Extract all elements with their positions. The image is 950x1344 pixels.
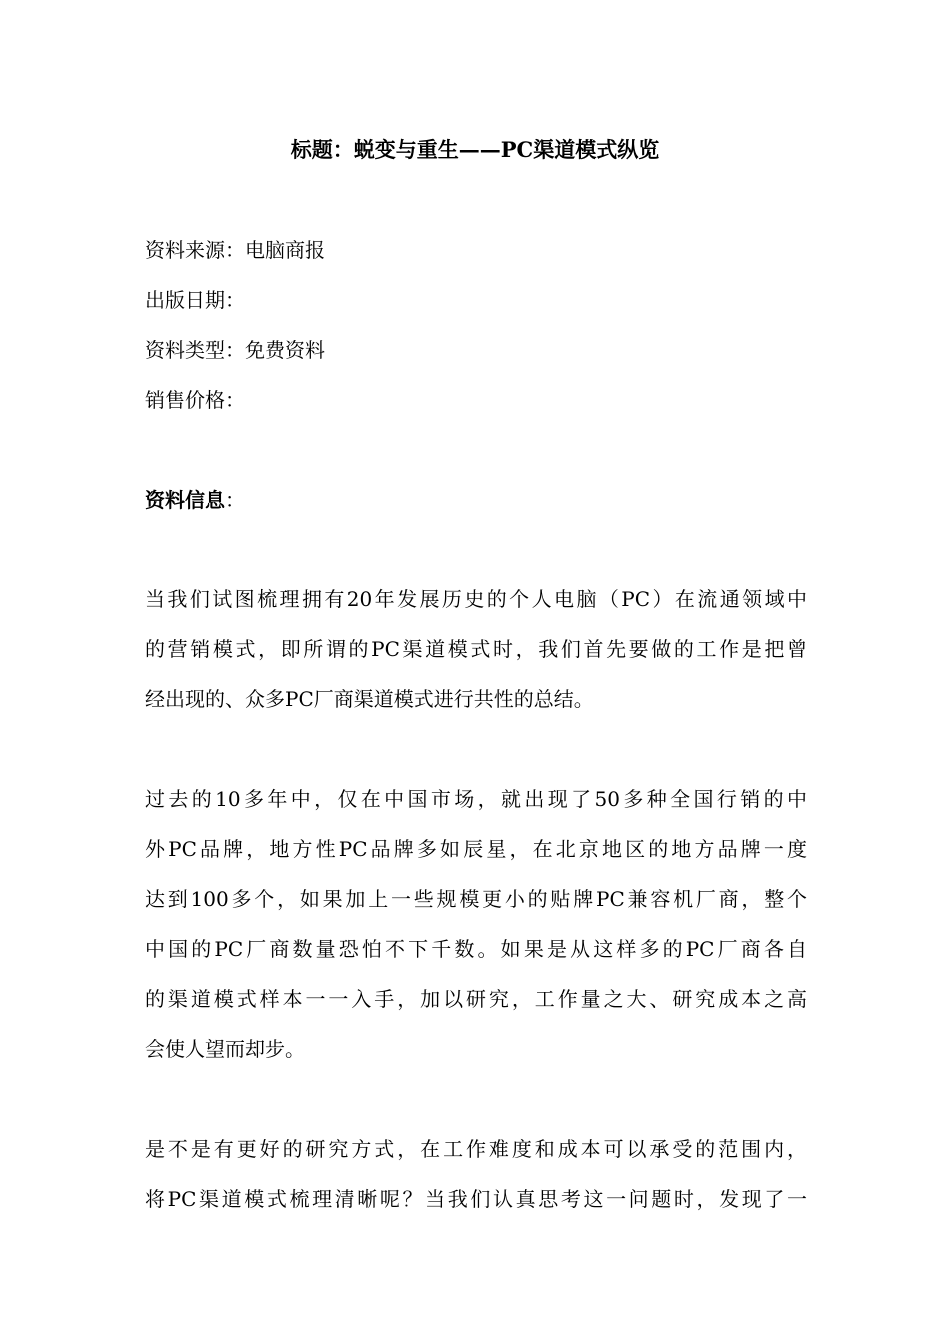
section-heading xyxy=(145,486,245,514)
paragraph-line: 达到100多个，如果加上一些规模更小的贴牌PC兼容机厂商，整个 xyxy=(145,887,807,911)
paragraph-line: 外PC品牌，地方性PC品牌多如辰星，在北京地区的地方品牌一度 xyxy=(145,837,807,861)
paragraph-line: 将PC渠道模式梳理清晰呢？当我们认真思考这一问题时，发现了一 xyxy=(145,1187,807,1211)
document-title: 标题：蜕变与重生——PC渠道模式纵览 xyxy=(290,137,660,162)
section-heading-text: 资料信息 xyxy=(145,488,225,512)
paragraph-line: 会使人望而却步。 xyxy=(145,1037,305,1061)
paragraph-line: 的营销模式，即所谓的PC渠道模式时，我们首先要做的工作是把曾 xyxy=(145,637,807,661)
meta-price: 销售价格： xyxy=(145,388,245,412)
paragraph-line: 的渠道模式样本一一入手，加以研究，工作量之大、研究成本之高 xyxy=(145,987,807,1011)
paragraph-3 xyxy=(145,1135,807,1235)
meta-type: 资料类型：免费资料 xyxy=(145,338,325,362)
meta-publish-date: 出版日期： xyxy=(145,288,245,312)
meta-source: 资料来源：电脑商报 xyxy=(145,238,325,262)
paragraph-line: 经出现的、众多PC厂商渠道模式进行共性的总结。 xyxy=(145,687,594,711)
paragraph-line: 中国的PC厂商数量恐怕不下千数。如果是从这样多的PC厂商各自 xyxy=(145,937,807,961)
paragraph-2 xyxy=(145,785,807,1085)
section-heading-colon: ： xyxy=(225,488,245,512)
paragraph-line: 当我们试图梳理拥有20年发展历史的个人电脑（PC）在流通领域中 xyxy=(145,587,807,611)
paragraph-line: 过去的10多年中，仅在中国市场，就出现了50多种全国行销的中 xyxy=(145,787,807,811)
paragraph-line: 是不是有更好的研究方式，在工作难度和成本可以承受的范围内， xyxy=(145,1137,807,1161)
paragraph-1 xyxy=(145,585,807,735)
